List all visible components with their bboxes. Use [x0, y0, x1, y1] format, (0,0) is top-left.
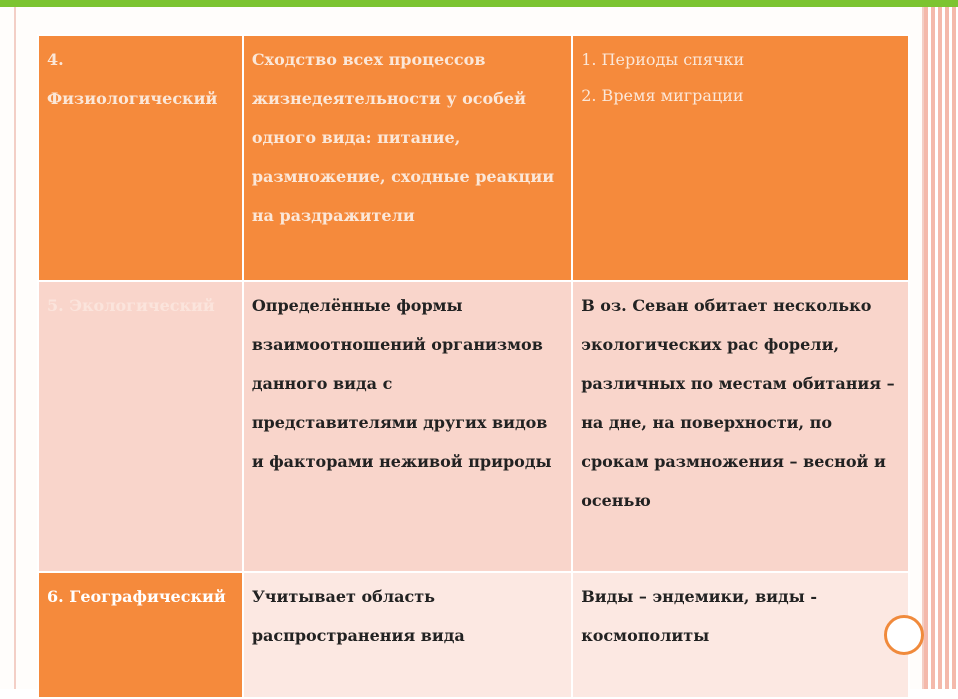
table-row [38, 281, 909, 572]
left-border-line [14, 7, 16, 689]
species-criteria-table [37, 34, 910, 699]
example-cell: В оз. Севан обитает несколько экологических рас форели, различных по местам обитания – на дне, на поверхности, по срокам размножения – весной и осенью [572, 281, 909, 572]
top-accent-bar [0, 0, 958, 7]
description-cell: Учитывает область распространения вида [243, 572, 572, 698]
criterion-cell [38, 35, 243, 281]
example-cell [572, 35, 909, 281]
example-cell: Виды – эндемики, виды - космополиты [572, 572, 909, 698]
decorative-stripes [924, 7, 958, 689]
example-line: 1. Периоды спячки [581, 50, 745, 69]
criterion-number: 4. [47, 50, 64, 69]
criterion-name: Физиологический [47, 89, 218, 108]
example-line: 2. Время миграции [581, 86, 744, 105]
criterion-cell: 6. Географический [38, 572, 243, 698]
table-row [38, 35, 909, 281]
description-cell: Определённые формы взаимоотношений организмов данного вида с представителями других видов и факторами неживой природы [243, 281, 572, 572]
decorative-circle [884, 615, 924, 655]
description-cell: Сходство всех процессов жизнедеятельности у особей одного вида: питание, размножение, сходные реакции на раздражители [243, 35, 572, 281]
criterion-cell: 5. Экологический [38, 281, 243, 572]
table-row [38, 572, 909, 698]
